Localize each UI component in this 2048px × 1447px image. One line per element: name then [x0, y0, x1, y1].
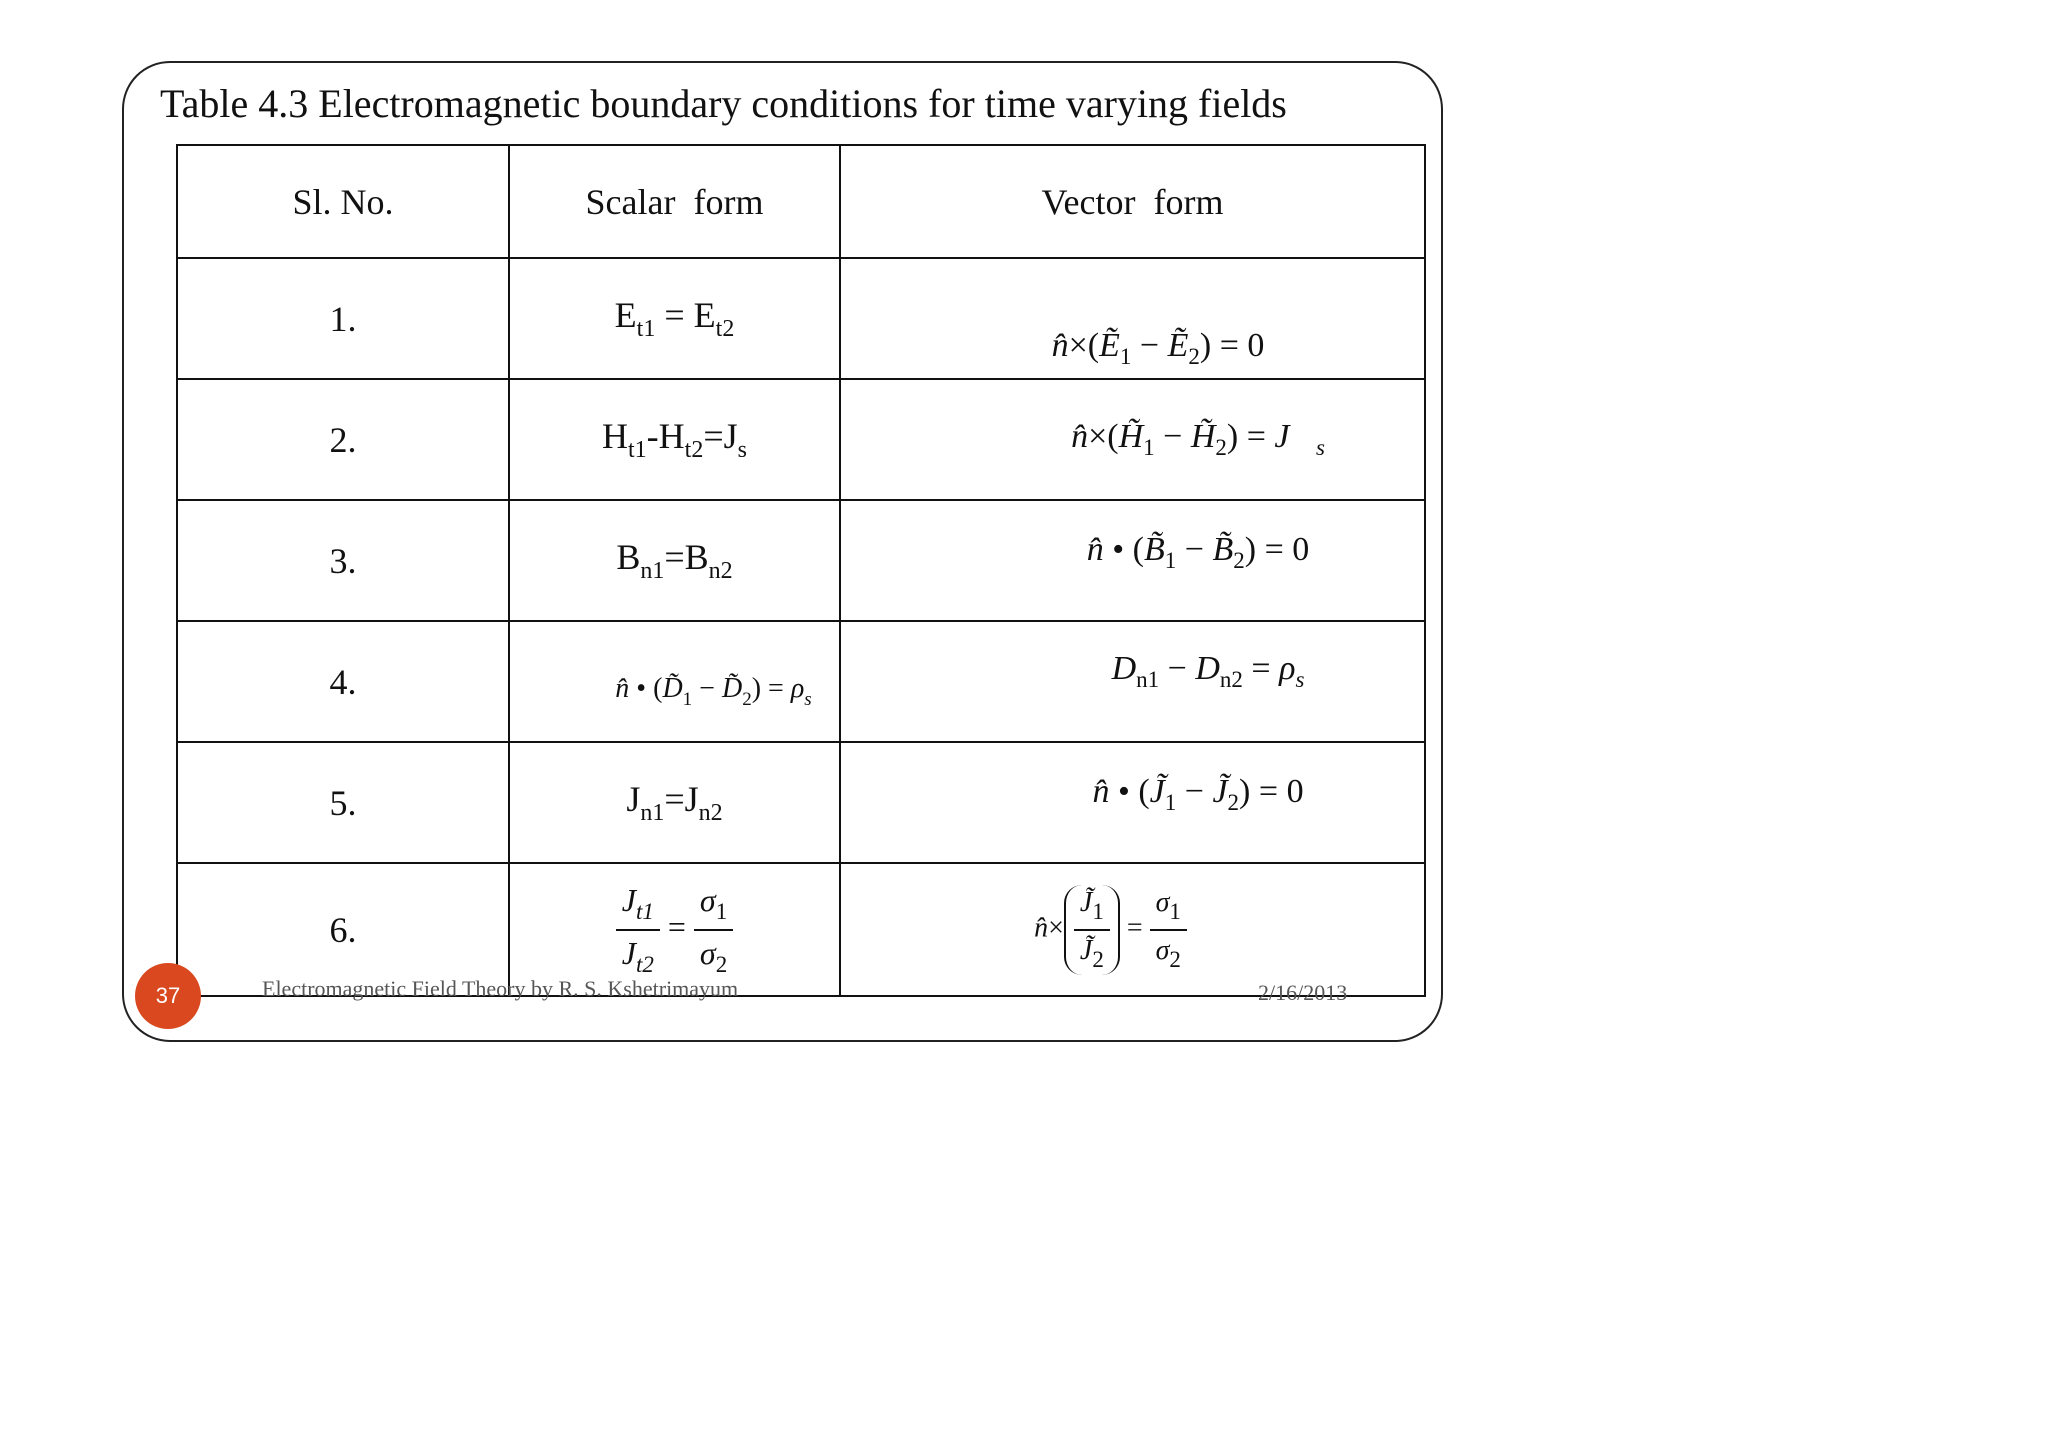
eq-sub: 1 — [1164, 548, 1177, 573]
n-hat: n̂ — [1092, 773, 1110, 810]
row-number: 6. — [177, 863, 509, 996]
dot-op: • — [1109, 773, 1139, 810]
eq-sub: 2 — [1215, 435, 1227, 460]
cross-op: × — [1048, 911, 1064, 943]
paren: ( — [1107, 418, 1119, 455]
n-hat: n̂ — [615, 672, 630, 704]
eq-sign: = — [664, 779, 685, 819]
eq-sign: = — [1119, 911, 1150, 943]
scalar-equation — [509, 742, 840, 863]
eq-term: B̃ — [1143, 531, 1165, 568]
row-number: 4. — [177, 621, 509, 742]
eq-sign: = — [655, 295, 694, 335]
eq-sign: = — [1250, 773, 1287, 810]
eq-sub: n2 — [1219, 667, 1243, 692]
vector-equation — [840, 258, 1425, 379]
eq-sub: 1 — [1164, 790, 1177, 815]
eq-term: J — [621, 881, 636, 918]
vector-equation — [840, 742, 1425, 863]
table-row — [177, 258, 1425, 379]
eq-sub: s — [737, 437, 747, 463]
eq-sign: = — [664, 537, 685, 577]
paren: ( — [1138, 773, 1150, 810]
dot-op: • — [629, 672, 654, 704]
eq-term: B — [616, 537, 641, 577]
eq-term: J — [684, 779, 699, 819]
scalar-equation — [509, 621, 840, 742]
eq-rhs: 0 — [1247, 327, 1265, 364]
eq-term: B — [684, 537, 709, 577]
eq-sub: 2 — [1233, 548, 1245, 573]
scalar-equation — [509, 258, 840, 379]
eq-term: D̃ — [721, 672, 743, 704]
fraction — [1074, 887, 1110, 973]
eq-term: J — [626, 779, 641, 819]
eq-sub: 2 — [1227, 790, 1240, 815]
eq-term: σ — [1155, 886, 1170, 918]
eq-term: B̃ — [1212, 531, 1234, 568]
paren: ) — [1239, 773, 1251, 810]
minus-sign: − — [1154, 418, 1191, 455]
fraction — [616, 882, 660, 978]
scalar-equation — [509, 379, 840, 500]
footer-credit: Electromagnetic Field Theory by R. S. Kshetrimayum — [262, 976, 739, 1001]
vector-equation — [840, 863, 1425, 996]
minus-sign: − — [1131, 327, 1168, 364]
paren: ( — [1087, 327, 1100, 364]
minus-sign: − — [1176, 773, 1213, 810]
vector-equation — [840, 500, 1425, 621]
table-row — [177, 742, 1425, 863]
minus-sign: − — [1159, 650, 1196, 687]
row-number: 1. — [177, 258, 509, 379]
eq-sign: = — [1238, 418, 1275, 455]
paren: ) — [751, 672, 762, 704]
eq-sub: 1 — [682, 688, 693, 710]
eq-term: D̃ — [662, 672, 683, 704]
eq-rhs: ρ — [1279, 650, 1296, 687]
eq-sub: t2 — [715, 316, 735, 342]
minus-sign: − — [692, 672, 722, 704]
eq-sub: 1 — [1092, 898, 1104, 924]
slide-title: Table 4.3 Electromagnetic boundary conditions for time varying fields — [160, 81, 1287, 126]
n-hat: n̂ — [1086, 531, 1104, 568]
n-hat: n̂ — [1051, 327, 1069, 364]
eq-term: J̃ — [1149, 773, 1165, 810]
eq-term: σ — [699, 934, 716, 971]
paren: ) — [1244, 531, 1257, 568]
eq-sub: s — [1295, 667, 1305, 692]
eq-rhs: 0 — [1286, 773, 1304, 810]
eq-sub: 2 — [1092, 946, 1104, 972]
eq-sub: 1 — [1143, 435, 1155, 460]
eq-sub: s — [804, 688, 812, 710]
vector-equation — [840, 621, 1425, 742]
cross-op: × — [1088, 418, 1108, 455]
table-row — [177, 379, 1425, 500]
paren: ( — [1132, 531, 1144, 568]
eq-sub: n2 — [698, 800, 723, 826]
eq-sub: 2 — [742, 688, 752, 710]
table-header-row — [177, 145, 1425, 258]
footer-date: 2/16/2013 — [1258, 980, 1348, 1005]
paren: ) — [1226, 418, 1239, 455]
eq-sign: = — [1211, 327, 1248, 364]
eq-term: Ẽ — [1099, 327, 1120, 364]
eq-term: σ — [1155, 934, 1170, 966]
eq-sub: 1 — [1119, 344, 1132, 369]
eq-sign: = — [1256, 531, 1293, 568]
eq-term: J̃ — [1079, 934, 1093, 966]
table-row — [177, 500, 1425, 621]
eq-sub: 2 — [1169, 946, 1181, 972]
header-sl-no: Sl. No. — [177, 145, 509, 258]
paren: ) — [1199, 327, 1212, 364]
eq-term: σ — [699, 881, 716, 918]
eq-term: H̃ — [1118, 418, 1144, 455]
eq-term: J — [723, 416, 738, 456]
eq-sign: = — [659, 907, 694, 944]
eq-sub: 2 — [1188, 344, 1200, 369]
eq-term: J̃ — [1212, 773, 1228, 810]
eq-rhs: J⃗ — [1274, 418, 1316, 455]
eq-rhs: 0 — [1292, 531, 1310, 568]
boundary-conditions-table — [176, 144, 1426, 997]
row-number: 5. — [177, 742, 509, 863]
eq-sub: n2 — [708, 558, 733, 584]
fraction — [694, 882, 733, 978]
eq-sub: 1 — [1169, 898, 1181, 924]
row-number: 2. — [177, 379, 509, 500]
eq-sub: s — [1315, 435, 1325, 460]
eq-sub: n1 — [640, 558, 665, 584]
eq-term: H — [658, 416, 685, 456]
eq-sign: = — [761, 672, 791, 704]
parenthesis-group — [1064, 885, 1120, 975]
eq-term: Ẽ — [1167, 327, 1189, 364]
eq-term: H — [601, 416, 628, 456]
row-number: 3. — [177, 500, 509, 621]
n-hat: n̂ — [1034, 911, 1049, 943]
table-row — [177, 621, 1425, 742]
minus-sign: − — [1176, 531, 1213, 568]
eq-sign: = — [1242, 650, 1280, 687]
eq-sub: n1 — [640, 800, 665, 826]
eq-sub: 1 — [715, 898, 728, 924]
eq-sub: t1 — [635, 898, 654, 924]
cross-op: × — [1068, 327, 1088, 364]
eq-sub: t2 — [684, 437, 704, 463]
fraction — [1150, 887, 1187, 973]
eq-term: E — [693, 295, 716, 335]
eq-term: E — [614, 295, 637, 335]
eq-sign: = — [703, 416, 724, 456]
eq-term: J — [621, 934, 636, 971]
dot-op: • — [1103, 531, 1133, 568]
vector-equation — [840, 379, 1425, 500]
eq-term: J̃ — [1079, 886, 1093, 918]
eq-term: H̃ — [1190, 418, 1216, 455]
eq-sub: t2 — [635, 951, 654, 977]
paren: ( — [653, 672, 663, 704]
page-number-badge: 37 — [135, 963, 201, 1029]
eq-sub: 2 — [715, 951, 728, 977]
eq-sub: t1 — [627, 437, 647, 463]
header-vector-form: Vector form — [840, 145, 1425, 258]
eq-term: D — [1111, 650, 1137, 687]
header-scalar-form: Scalar form — [509, 145, 840, 258]
eq-rhs: ρ — [790, 672, 805, 704]
dash-sign: - — [646, 416, 659, 456]
eq-term: D — [1195, 650, 1220, 687]
scalar-equation — [509, 500, 840, 621]
eq-sub: t1 — [636, 316, 656, 342]
n-hat: n̂ — [1071, 418, 1089, 455]
eq-sub: n1 — [1136, 667, 1160, 692]
